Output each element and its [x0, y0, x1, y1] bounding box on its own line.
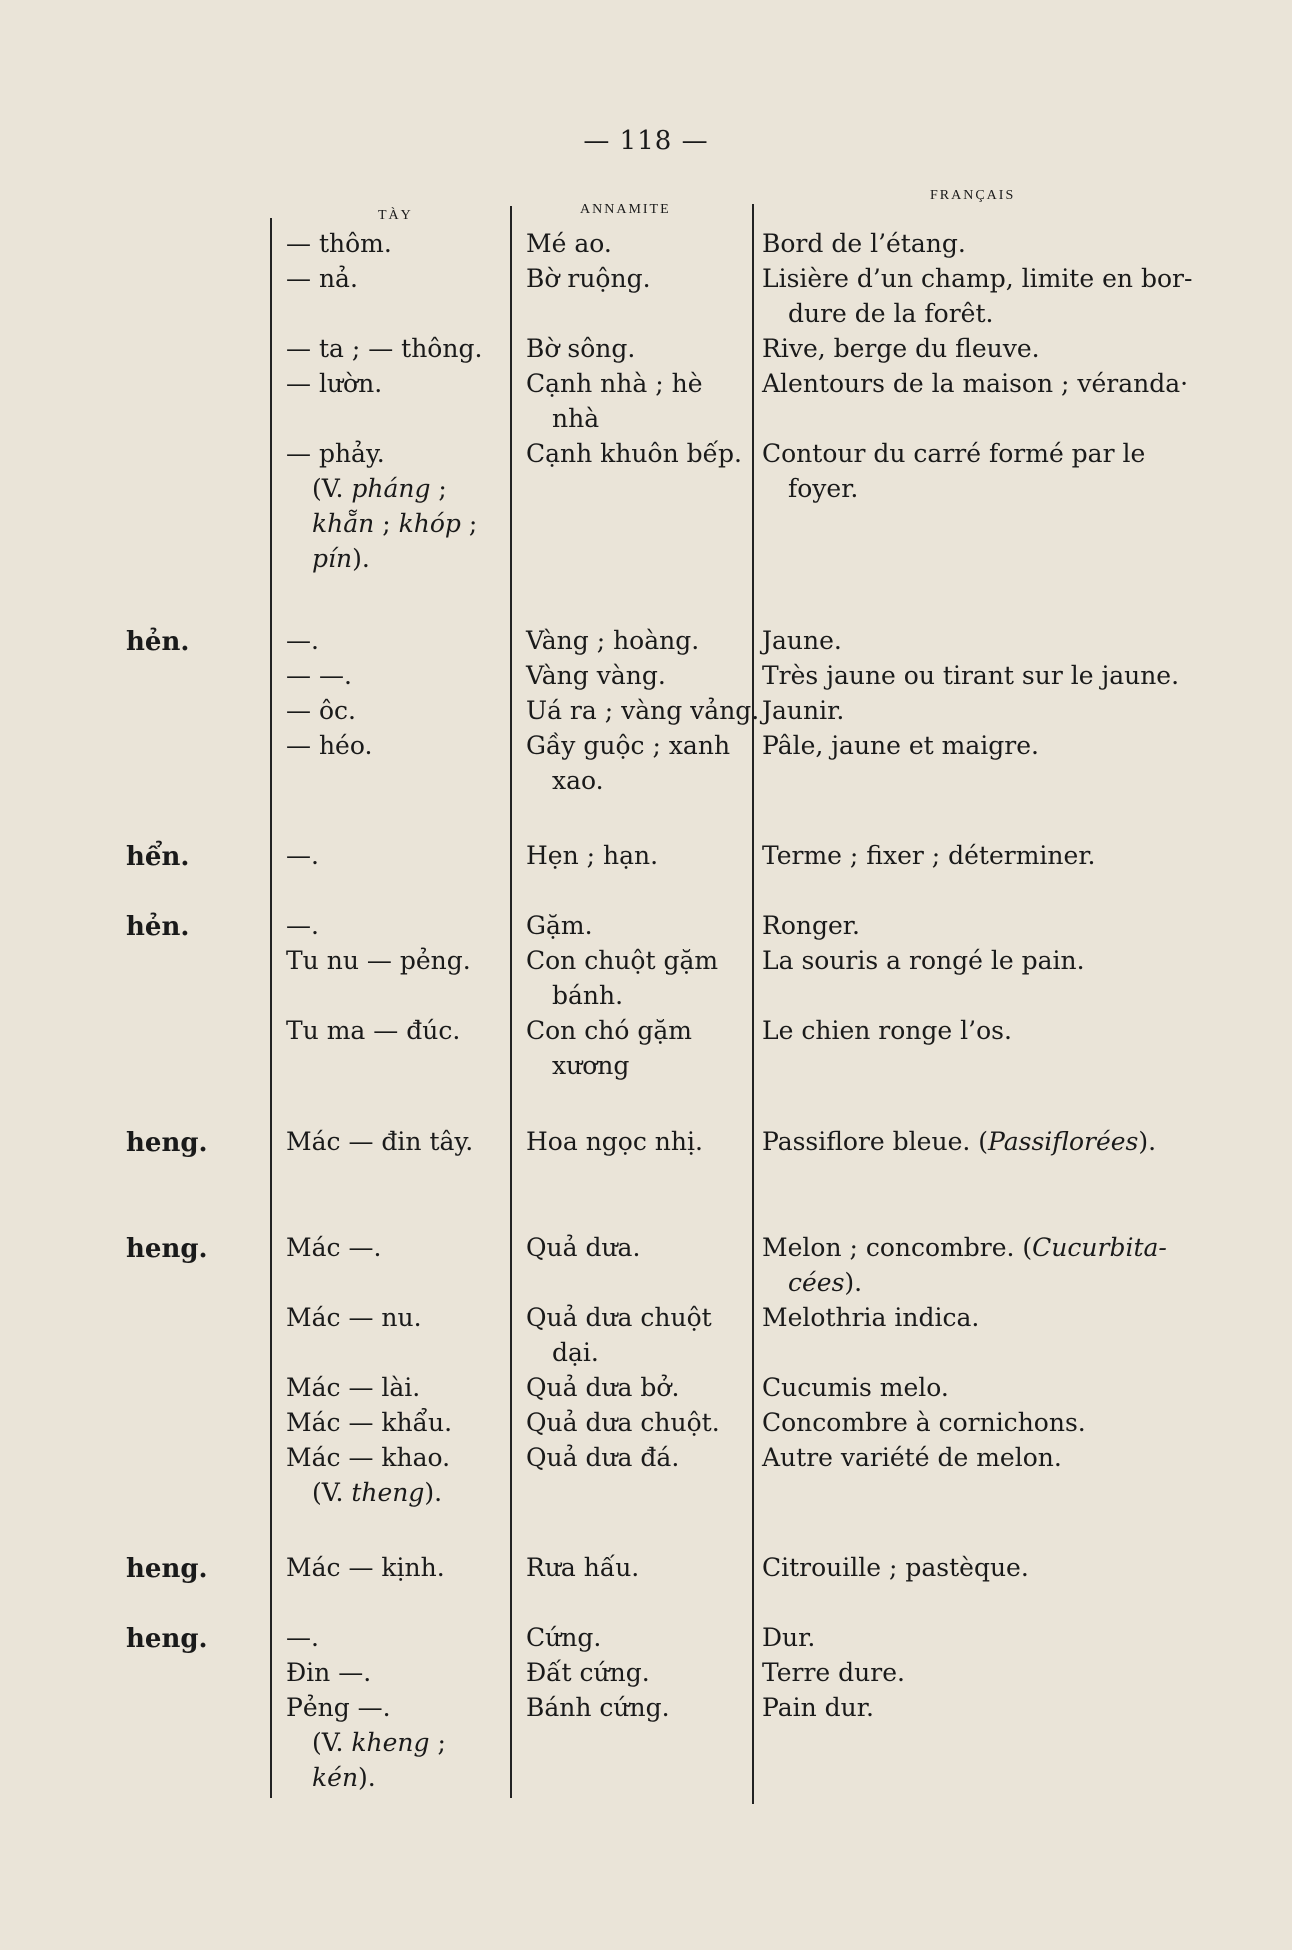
- entry-francais-line: Melothria indica.: [762, 1303, 980, 1332]
- entry-tay-line: Mác — khẩu.: [286, 1408, 453, 1437]
- entry-francais-line: Bord de l’étang.: [762, 229, 966, 258]
- entry-tay-line: — nả.: [286, 264, 358, 293]
- entry-francais-line: Très jaune ou tirant sur le jaune.: [762, 661, 1180, 690]
- entry-annamite-line: dại.: [552, 1338, 599, 1367]
- entry-tay-line: Tu nu — pẻng.: [286, 946, 471, 975]
- column-divider: [752, 204, 754, 1804]
- entry-annamite-line: xương: [552, 1051, 630, 1080]
- entry-francais-line: Cucumis melo.: [762, 1373, 949, 1402]
- entry-annamite-line: nhà: [552, 404, 600, 433]
- column-header-annamite: ANNAMITE: [580, 202, 671, 217]
- entry-tay-line: — thôm.: [286, 229, 392, 258]
- entry-headword: hẻn.: [126, 627, 190, 657]
- entry-francais-line: Alentours de la maison ; véranda·: [762, 369, 1189, 398]
- entry-francais-line: Rive, berge du fleuve.: [762, 334, 1040, 363]
- entry-tay-line: pín).: [312, 544, 370, 573]
- entry-annamite-line: xao.: [552, 766, 604, 795]
- entry-annamite-line: Uá ra ; vàng vảng.: [526, 696, 760, 725]
- entry-annamite-line: bánh.: [552, 981, 624, 1010]
- entry-francais-line: foyer.: [788, 474, 859, 503]
- entry-tay-line: Mác — lài.: [286, 1373, 421, 1402]
- entry-headword: heng.: [126, 1234, 208, 1264]
- entry-tay-line: —.: [286, 1623, 319, 1652]
- entry-annamite-line: Hoa ngọc nhị.: [526, 1127, 703, 1156]
- entry-annamite-line: Gầy guộc ; xanh: [526, 731, 731, 760]
- entry-annamite-line: Vàng ; hoàng.: [526, 626, 700, 655]
- entry-tay-line: Tu ma — đúc.: [286, 1016, 461, 1045]
- entry-annamite-line: Đất cứng.: [526, 1658, 650, 1687]
- entry-annamite-line: Quả dưa chuột: [526, 1303, 712, 1332]
- entry-tay-line: Mác —.: [286, 1233, 382, 1262]
- entry-tay-line: Đin —.: [286, 1658, 372, 1687]
- entry-francais-line: Jaune.: [762, 626, 842, 655]
- entry-francais-line: Dur.: [762, 1623, 816, 1652]
- entry-headword: heng.: [126, 1128, 208, 1158]
- entry-annamite-line: Con chó gặm: [526, 1016, 692, 1045]
- entry-annamite-line: Con chuột gặm: [526, 946, 719, 975]
- entry-francais-line: Autre variété de melon.: [762, 1443, 1062, 1472]
- column-header-francais: FRANÇAIS: [930, 188, 1016, 203]
- column-header-tay: TÀY: [378, 208, 413, 223]
- entry-francais-line: Lisière d’un champ, limite en bor-: [762, 264, 1193, 293]
- entry-tay-line: kén).: [312, 1763, 376, 1792]
- entry-headword: hển.: [126, 842, 190, 872]
- entry-francais-line: Concombre à cornichons.: [762, 1408, 1086, 1437]
- entry-tay-line: (V. theng).: [312, 1478, 443, 1507]
- entry-francais-line: Ronger.: [762, 911, 860, 940]
- entry-francais-line: Contour du carré formé par le: [762, 439, 1146, 468]
- entry-francais-line: Le chien ronge l’os.: [762, 1016, 1012, 1045]
- entry-francais-line: La souris a rongé le pain.: [762, 946, 1085, 975]
- entry-tay-line: Mác — kịnh.: [286, 1553, 445, 1582]
- column-divider: [510, 206, 512, 1798]
- entry-headword: heng.: [126, 1554, 208, 1584]
- entry-annamite-line: Hẹn ; hạn.: [526, 841, 659, 870]
- entry-francais-line: Pâle, jaune et maigre.: [762, 731, 1039, 760]
- entry-tay-line: — héo.: [286, 731, 373, 760]
- entry-annamite-line: Vàng vàng.: [526, 661, 666, 690]
- entry-francais-line: dure de la forêt.: [788, 299, 994, 328]
- page-number: — 118 —: [583, 126, 709, 156]
- entry-francais-line: Pain dur.: [762, 1693, 874, 1722]
- entry-annamite-line: Mé ao.: [526, 229, 612, 258]
- entry-tay-line: Mác — đin tây.: [286, 1127, 474, 1156]
- entry-annamite-line: Cứng.: [526, 1623, 602, 1652]
- entry-tay-line: Mác — nu.: [286, 1303, 422, 1332]
- entry-francais-line: Jaunir.: [762, 696, 845, 725]
- column-divider: [270, 218, 272, 1798]
- entry-tay-line: —.: [286, 626, 319, 655]
- entry-tay-line: Pẻng —.: [286, 1693, 391, 1722]
- entry-tay-line: (V. kheng ;: [312, 1728, 446, 1757]
- entry-francais-line: cées).: [788, 1268, 863, 1297]
- entry-tay-line: khẵn ; khóp ;: [312, 509, 478, 538]
- entry-annamite-line: Quả dưa bở.: [526, 1373, 680, 1402]
- entry-annamite-line: Quả dưa.: [526, 1233, 641, 1262]
- entry-annamite-line: Bờ ruộng.: [526, 264, 651, 293]
- entry-annamite-line: Rưa hấu.: [526, 1553, 640, 1582]
- entry-annamite-line: Gặm.: [526, 911, 593, 940]
- entry-tay-line: —.: [286, 911, 319, 940]
- entry-annamite-line: Bánh cứng.: [526, 1693, 670, 1722]
- entry-tay-line: — lườn.: [286, 369, 383, 398]
- entry-tay-line: — —.: [286, 661, 352, 690]
- entry-annamite-line: Cạnh nhà ; hè: [526, 369, 703, 398]
- entry-francais-line: Terme ; fixer ; déterminer.: [762, 841, 1096, 870]
- entry-tay-line: — ôc.: [286, 696, 356, 725]
- entry-tay-line: (V. pháng ;: [312, 474, 447, 503]
- entry-annamite-line: Quả dưa đá.: [526, 1443, 680, 1472]
- entry-tay-line: — phảy.: [286, 439, 385, 468]
- entry-francais-line: Terre dure.: [762, 1658, 905, 1687]
- entry-tay-line: —.: [286, 841, 319, 870]
- entry-annamite-line: Quả dưa chuột.: [526, 1408, 720, 1437]
- entry-francais-line: Passiflore bleue. (Passiflorées).: [762, 1127, 1157, 1156]
- entry-tay-line: Mác — khao.: [286, 1443, 451, 1472]
- entry-francais-line: Citrouille ; pastèque.: [762, 1553, 1029, 1582]
- entry-headword: hẻn.: [126, 912, 190, 942]
- entry-annamite-line: Bờ sông.: [526, 334, 636, 363]
- entry-headword: heng.: [126, 1624, 208, 1654]
- entry-francais-line: Melon ; concombre. (Cucurbita-: [762, 1233, 1167, 1262]
- entry-tay-line: — ta ; — thông.: [286, 334, 483, 363]
- entry-annamite-line: Cạnh khuôn bếp.: [526, 439, 742, 468]
